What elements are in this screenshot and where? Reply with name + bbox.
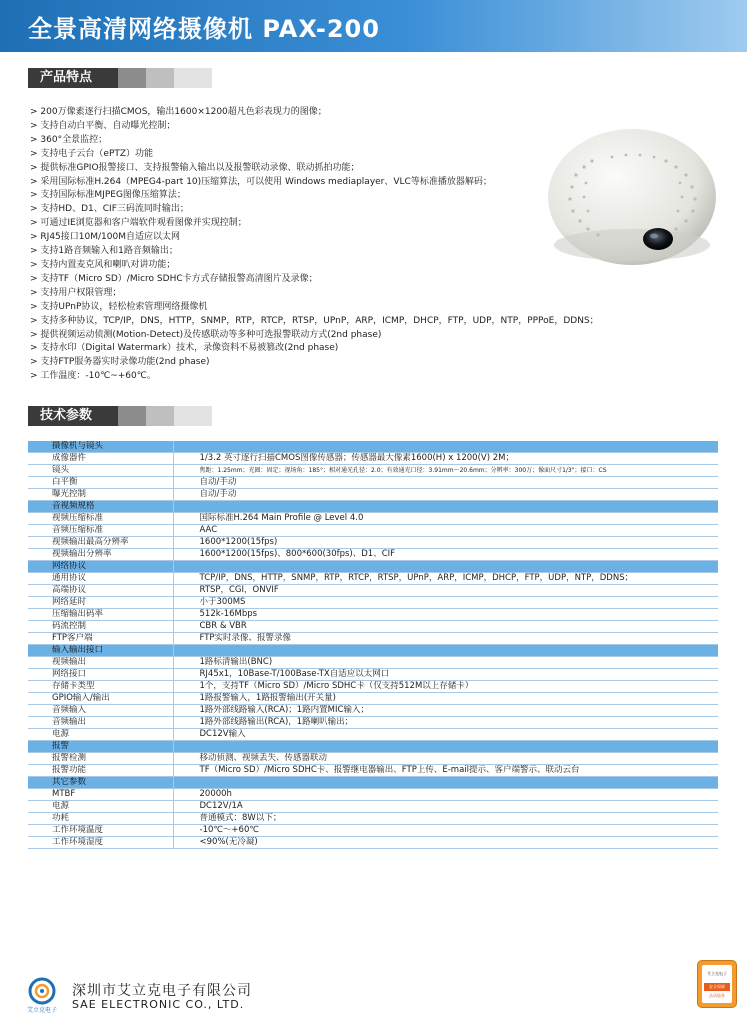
spec-label: 电源	[28, 801, 173, 813]
quality-badge	[697, 960, 737, 1008]
spec-row	[28, 717, 718, 729]
spec-value: 国际标准H.264 Main Profile @ Level 4.0	[173, 513, 718, 525]
spec-category-row	[28, 561, 718, 573]
spec-value: 1/3.2 英寸逐行扫描CMOS图像传感器；传感器最大像素1600(H) x 1200(V) 2M；	[173, 453, 718, 465]
badge-line1: 艾立克电子	[707, 971, 727, 976]
spec-row	[28, 705, 718, 717]
spec-row	[28, 837, 718, 849]
feature-item: > 提供标准GPIO报警接口、支持报警输入输出以及报警联动录像、联动抓拍功能；	[30, 162, 650, 176]
spec-value: RTSP，CGI，ONVIF	[173, 585, 718, 597]
spec-label: 报警功能	[28, 765, 173, 777]
spec-label: 功耗	[28, 813, 173, 825]
spec-category-row	[28, 441, 718, 453]
feature-item: > 支持HD、D1、CIF三码流同时输出；	[30, 203, 650, 217]
feature-item: > 支持国际标准MJPEG图像压缩算法；	[30, 189, 650, 203]
spec-value	[173, 561, 718, 573]
spec-value	[173, 645, 718, 657]
spec-category-label: 摄像机与镜头	[28, 441, 173, 453]
spec-category-label: 网络协议	[28, 561, 173, 573]
spec-label: 视频压缩标准	[28, 513, 173, 525]
spec-value: 普通模式：8W以下；	[173, 813, 718, 825]
spec-label: 视频输出分辨率	[28, 549, 173, 561]
features-section-title: 产品特点	[28, 68, 118, 88]
tab-decor	[174, 68, 212, 88]
spec-row	[28, 525, 718, 537]
page-title: 全景高清网络摄像机 PAX-200	[28, 15, 380, 43]
spec-row	[28, 753, 718, 765]
spec-value: -10℃～+60℃	[173, 825, 718, 837]
spec-row	[28, 765, 718, 777]
spec-value: 移动侦测、视频丢失、传感器联动	[173, 753, 718, 765]
spec-row	[28, 669, 718, 681]
spec-row	[28, 597, 718, 609]
spec-category-label: 音视频规格	[28, 501, 173, 513]
spec-category-label: 报警	[28, 741, 173, 753]
spec-row	[28, 693, 718, 705]
feature-item: > 工作温度：-10℃~+60℃。	[30, 370, 650, 384]
spec-label: 曝光控制	[28, 489, 173, 501]
spec-value: 1路标清输出(BNC)	[173, 657, 718, 669]
spec-value: <90%(无冷凝)	[173, 837, 718, 849]
spec-row	[28, 573, 718, 585]
feature-item: > 支持用户权限管理；	[30, 287, 650, 301]
spec-row	[28, 513, 718, 525]
spec-label: MTBF	[28, 789, 173, 801]
spec-label: 成像器件	[28, 453, 173, 465]
company-name-en: SAE ELECTRONIC CO., LTD.	[72, 998, 245, 1011]
feature-item: > 支持自动白平衡、自动曝光控制；	[30, 120, 650, 134]
spec-row	[28, 825, 718, 837]
spec-value: 1路报警输入，1路报警输出(开关量)	[173, 693, 718, 705]
spec-row	[28, 537, 718, 549]
spec-value	[173, 501, 718, 513]
spec-value: DC12V输入	[173, 729, 718, 741]
spec-label: 音频压缩标准	[28, 525, 173, 537]
tab-decor	[174, 406, 212, 426]
spec-value: 1路外部线路输入(RCA)；1路内置MIC输入；	[173, 705, 718, 717]
spec-category-label: 输入输出接口	[28, 645, 173, 657]
spec-value: 512k-16Mbps	[173, 609, 718, 621]
spec-row	[28, 813, 718, 825]
spec-label: 网络延时	[28, 597, 173, 609]
spec-value: CBR & VBR	[173, 621, 718, 633]
feature-item: > 支持FTP服务器实时录像功能(2nd phase)	[30, 356, 650, 370]
spec-row	[28, 801, 718, 813]
spec-value: 自动/手动	[173, 477, 718, 489]
spec-value	[173, 441, 718, 453]
spec-value	[173, 741, 718, 753]
tab-decor	[118, 68, 146, 88]
spec-value: 小于300MS	[173, 597, 718, 609]
company-name-cn: 深圳市艾立克电子有限公司	[72, 983, 252, 999]
badge-line2: 安全保障	[704, 983, 730, 991]
feature-item: > 采用国际标准H.264（MPEG4-part 10)压缩算法，可以使用 Windows mediaplayer、VLC等标准播放器解码；	[30, 176, 650, 190]
spec-category-row	[28, 501, 718, 513]
feature-item: > 200万像素逐行扫描CMOS，输出1600×1200超凡色彩表现力的图像；	[30, 106, 650, 120]
spec-row	[28, 489, 718, 501]
feature-item: > 支持多种协议，TCP/IP，DNS，HTTP，SNMP，RTP，RTCP，RTSP，UPnP，ARP，ICMP，DHCP，FTP，UDP，NTP，PPPoE，DDNS；	[30, 315, 650, 329]
spec-label: 镜头	[28, 465, 173, 477]
spec-value: FTP实时录像、报警录像	[173, 633, 718, 645]
tab-decor	[146, 406, 174, 426]
spec-value: TCP/IP，DNS，HTTP，SNMP，RTP，RTCP，RTSP，UPnP，ARP，ICMP，DHCP，FTP，UDP，NTP，DDNS；	[173, 573, 718, 585]
spec-label: 视频输出最高分辨率	[28, 537, 173, 549]
feature-item: > 提供视频运动侦测(Motion-Detect)及传感联动等多种可选报警联动方式(2nd phase)	[30, 329, 650, 343]
spec-value: RJ45x1，10Base-T/100Base-TX自适应以太网口	[173, 669, 718, 681]
tab-decor	[146, 68, 174, 88]
spec-row	[28, 453, 718, 465]
spec-row	[28, 681, 718, 693]
feature-item: > 支持内置麦克风和喇叭对讲功能；	[30, 259, 650, 273]
spec-value: 1路外部线路输出(RCA)，1路喇叭输出；	[173, 717, 718, 729]
spec-label: GPIO输入/输出	[28, 693, 173, 705]
spec-category-row	[28, 645, 718, 657]
spec-category-row	[28, 777, 718, 789]
spec-value	[173, 777, 718, 789]
feature-item: > 支持TF（Micro SD）/Micro SDHC卡方式存储报警高清图片及录像；	[30, 273, 650, 287]
spec-row	[28, 657, 718, 669]
spec-label: 高端协议	[28, 585, 173, 597]
feature-item: > 支持电子云台（ePTZ）功能	[30, 148, 650, 162]
spec-value: 1600*1200(15fps)	[173, 537, 718, 549]
company-logo-icon	[22, 974, 62, 1014]
spec-label: 视频输出	[28, 657, 173, 669]
spec-label: 存储卡类型	[28, 681, 173, 693]
spec-row	[28, 789, 718, 801]
feature-item: > RJ45接口10M/100M自适应以太网	[30, 231, 650, 245]
badge-line3: 品质服务	[709, 993, 725, 998]
camera-image	[546, 115, 718, 267]
spec-label: 通用协议	[28, 573, 173, 585]
tab-decor	[118, 406, 146, 426]
spec-value: 20000h	[173, 789, 718, 801]
spec-label: 报警检测	[28, 753, 173, 765]
spec-category-row	[28, 741, 718, 753]
spec-label: 白平衡	[28, 477, 173, 489]
feature-item: > 可通过IE浏览器和客户端软件观看图像并实现控制；	[30, 217, 650, 231]
spec-value: 1600*1200(15fps)、800*600(30fps)、D1、CIF	[173, 549, 718, 561]
spec-label: 网络接口	[28, 669, 173, 681]
spec-label: 码流控制	[28, 621, 173, 633]
spec-label: FTP客户端	[28, 633, 173, 645]
spec-value: AAC	[173, 525, 718, 537]
badge-inner	[702, 965, 732, 1003]
spec-row	[28, 621, 718, 633]
spec-value: DC12V/1A	[173, 801, 718, 813]
feature-item: > 360°全景监控；	[30, 134, 650, 148]
spec-label: 电源	[28, 729, 173, 741]
spec-table	[28, 441, 718, 849]
logo-text: 艾立克电子	[26, 1007, 58, 1014]
spec-row	[28, 609, 718, 621]
spec-label: 音频输出	[28, 717, 173, 729]
specs-section-title: 技术参数	[28, 406, 118, 426]
spec-row	[28, 549, 718, 561]
feature-item: > 支持水印（Digital Watermark）技术，录像资料不易被篡改(2nd phase)	[30, 342, 650, 356]
spec-row	[28, 729, 718, 741]
feature-item: > 支持UPnP协议，轻松检索管理网络摄像机	[30, 301, 650, 315]
spec-row	[28, 465, 718, 477]
spec-value: TF（Micro SD）/Micro SDHC卡、报警继电器输出、FTP上传、E-mail提示、客户端警示、联动云台	[173, 765, 718, 777]
spec-row	[28, 633, 718, 645]
spec-label: 音频输入	[28, 705, 173, 717]
spec-row	[28, 585, 718, 597]
spec-label: 工作环境湿度	[28, 837, 173, 849]
spec-value: 焦距：1.25mm；光圈：固定；视场角：185°；相对通光孔径：2.0；有效通光口径：3.91mm～20.6mm；分辨率：300万；像面尺寸1/3"；接口：CS	[173, 465, 718, 477]
spec-value: 自动/手动	[173, 489, 718, 501]
spec-value: 1个，支持TF（Micro SD）/Micro SDHC卡（仅支持512M以上存储卡）	[173, 681, 718, 693]
feature-item: > 支持1路音频输入和1路音频输出；	[30, 245, 650, 259]
spec-label: 压缩输出码率	[28, 609, 173, 621]
spec-label: 工作环境温度	[28, 825, 173, 837]
spec-row	[28, 477, 718, 489]
header-banner	[0, 0, 747, 52]
spec-category-label: 其它参数	[28, 777, 173, 789]
